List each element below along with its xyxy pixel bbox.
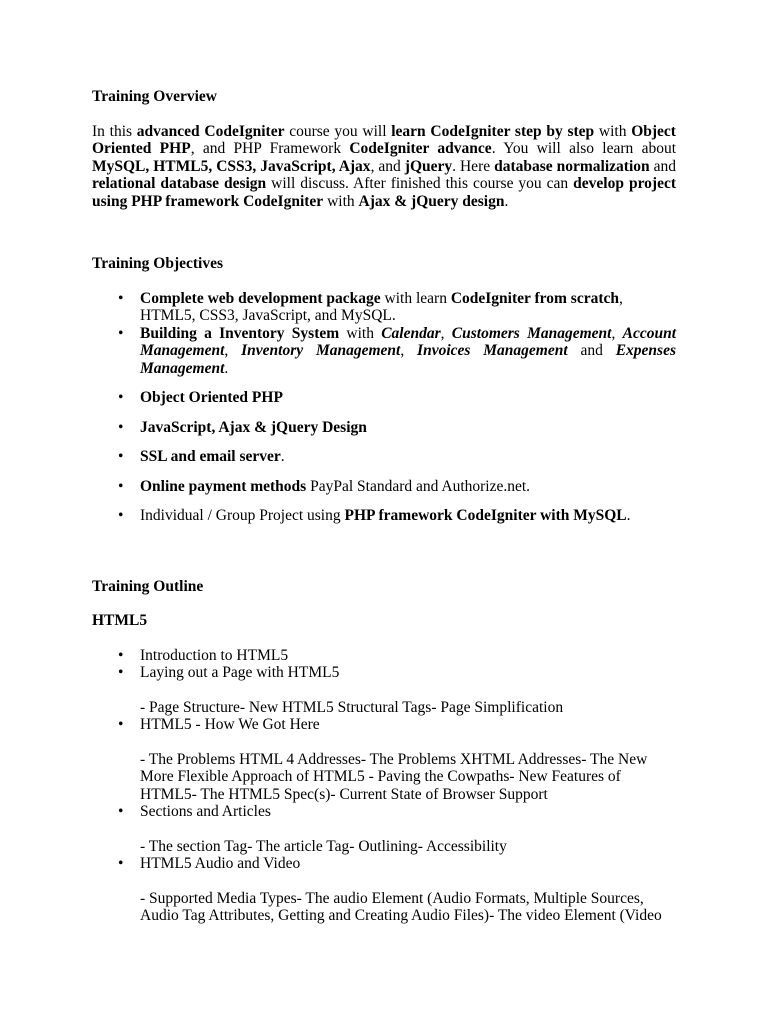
bullet-item — [92, 419, 676, 437]
bullet-item — [92, 803, 676, 821]
text-run: jQuery — [404, 157, 453, 175]
text-run: HTML5 Audio and Video — [140, 855, 301, 872]
text-run: . — [224, 359, 229, 377]
bullet-text — [140, 803, 271, 820]
text-run: , and — [370, 157, 405, 175]
bullet-icon: • — [118, 448, 124, 465]
text-run: database normalization — [494, 157, 650, 175]
text-run: In this — [92, 122, 137, 140]
heading-text: Training Overview — [92, 88, 217, 105]
text-run: with — [594, 122, 632, 140]
bullet-icon: • — [118, 716, 124, 733]
text-run: Invoices Management — [417, 342, 568, 359]
text-run: SSL and email server — [140, 448, 281, 465]
text-run: , — [611, 324, 623, 342]
bullet-text — [140, 664, 339, 681]
text-run: JavaScript, Ajax & jQuery Design — [140, 418, 367, 436]
bullet-item — [92, 290, 676, 325]
text-run: HTML5 - How We Got Here — [140, 716, 320, 733]
text-run: . — [280, 448, 285, 465]
text-run: Customers Management — [451, 324, 612, 342]
text-run: with — [323, 192, 359, 210]
bullet-icon: • — [118, 507, 124, 524]
bullet-icon: • — [118, 664, 124, 681]
text-run: , — [400, 342, 418, 359]
outline-detail — [92, 699, 676, 717]
bullet-item — [92, 664, 676, 682]
text-run: Calendar — [381, 324, 441, 342]
text-run: course you will — [284, 122, 392, 140]
text-run: Laying out a Page with HTML5 — [140, 664, 340, 681]
bullet-text — [140, 419, 367, 436]
section-heading — [92, 88, 676, 106]
text-run: Sections and Articles — [140, 803, 271, 820]
bullet-icon: • — [118, 477, 124, 495]
text-run: , — [224, 342, 242, 359]
bullet-text — [140, 290, 623, 325]
text-run: develop project using PHP framework CodeIgniter — [92, 175, 677, 210]
paragraph — [92, 123, 676, 211]
text-run: Object Oriented PHP — [140, 389, 283, 406]
text-run: - The Problems HTML 4 Addresses- The Problems XHTML Addresses- The New More Flexible Approach of HTML5 - Paving the Cowpaths- New Features of HTML5- The HTML5 Spec(s)- Current State of Browser Support — [140, 750, 648, 803]
section-heading — [92, 612, 676, 630]
bullet-text — [140, 647, 288, 664]
text-run: . — [626, 507, 631, 524]
text-run: MySQL, HTML5, CSS3, JavaScript, Ajax — [92, 157, 371, 175]
bullet-item — [92, 855, 676, 873]
text-run: - The section Tag- The article Tag- Outlining- Accessibility — [140, 837, 507, 855]
text-run: Ajax & jQuery design — [358, 192, 505, 210]
text-run: , HTML5, CSS3, JavaScript, and MySQL. — [140, 289, 623, 324]
text-run: advanced CodeIgniter — [136, 122, 285, 140]
bullet-text — [140, 855, 300, 872]
section-heading — [92, 255, 676, 273]
text-run: Online payment methods — [140, 477, 307, 495]
text-run: CodeIgniter from scratch — [450, 289, 619, 307]
heading-text: HTML5 — [92, 612, 148, 629]
text-run: , — [440, 324, 452, 342]
bullet-icon: • — [118, 803, 124, 820]
text-run: . You will also learn about — [491, 140, 677, 157]
outline-detail — [92, 751, 676, 804]
text-run: - Page Structure- New HTML5 Structural Tags- Page Simplification — [140, 698, 564, 716]
bullet-icon: • — [118, 324, 124, 342]
text-run: and — [567, 342, 616, 359]
text-run: Building a Inventory System — [140, 324, 340, 342]
text-run: will discuss. After finished this course you can — [266, 175, 574, 192]
bullet-icon: • — [118, 855, 124, 872]
bullet-text — [140, 325, 676, 377]
outline-detail — [92, 890, 676, 925]
text-run: Individual / Group Project using — [140, 507, 345, 524]
text-run: PayPal Standard and Authorize.net. — [306, 477, 531, 495]
text-run: learn CodeIgniter step by step — [391, 122, 595, 140]
text-run: Account Management — [140, 324, 677, 359]
text-run: Introduction to HTML5 — [140, 646, 289, 664]
text-run: and — [649, 157, 676, 175]
bullet-item — [92, 647, 676, 665]
text-run: PHP framework CodeIgniter with MySQL — [344, 507, 627, 524]
bullet-icon: • — [118, 389, 124, 406]
bullet-text — [140, 389, 283, 406]
bullet-text — [140, 507, 631, 524]
bullet-icon: • — [118, 646, 124, 664]
bullet-icon: • — [118, 289, 124, 307]
bullet-item — [92, 325, 676, 378]
bullet-icon: • — [118, 418, 124, 436]
text-run: relational database design — [92, 175, 267, 192]
heading-text: Training Objectives — [92, 255, 224, 272]
text-run: with — [339, 324, 382, 342]
text-run: Complete web development package — [140, 289, 381, 307]
bullet-text — [140, 716, 320, 733]
text-run: - Supported Media Types- The audio Element (Audio Formats, Multiple Sources, Audio Tag Attributes, Getting and Creating Audio Files)- The video Element (Video — [140, 889, 662, 924]
outline-detail — [92, 838, 676, 856]
bullet-text — [140, 448, 285, 465]
text-run: Inventory Management — [241, 342, 401, 359]
heading-text: Training Outline — [92, 577, 204, 595]
text-run: . — [504, 192, 509, 210]
bullet-item — [92, 389, 676, 407]
text-run: , and PHP Framework — [190, 140, 350, 157]
bullet-text — [140, 478, 530, 495]
text-run: Object Oriented PHP — [92, 122, 676, 157]
bullet-item — [92, 716, 676, 734]
text-run: CodeIgniter advance — [349, 140, 492, 157]
bullet-item — [92, 507, 676, 525]
text-run: with learn — [380, 289, 451, 307]
bullet-item — [92, 448, 676, 466]
section-heading — [92, 578, 676, 596]
bullet-item — [92, 478, 676, 496]
text-run: Expenses Management — [140, 342, 676, 377]
text-run: . Here — [452, 157, 495, 175]
